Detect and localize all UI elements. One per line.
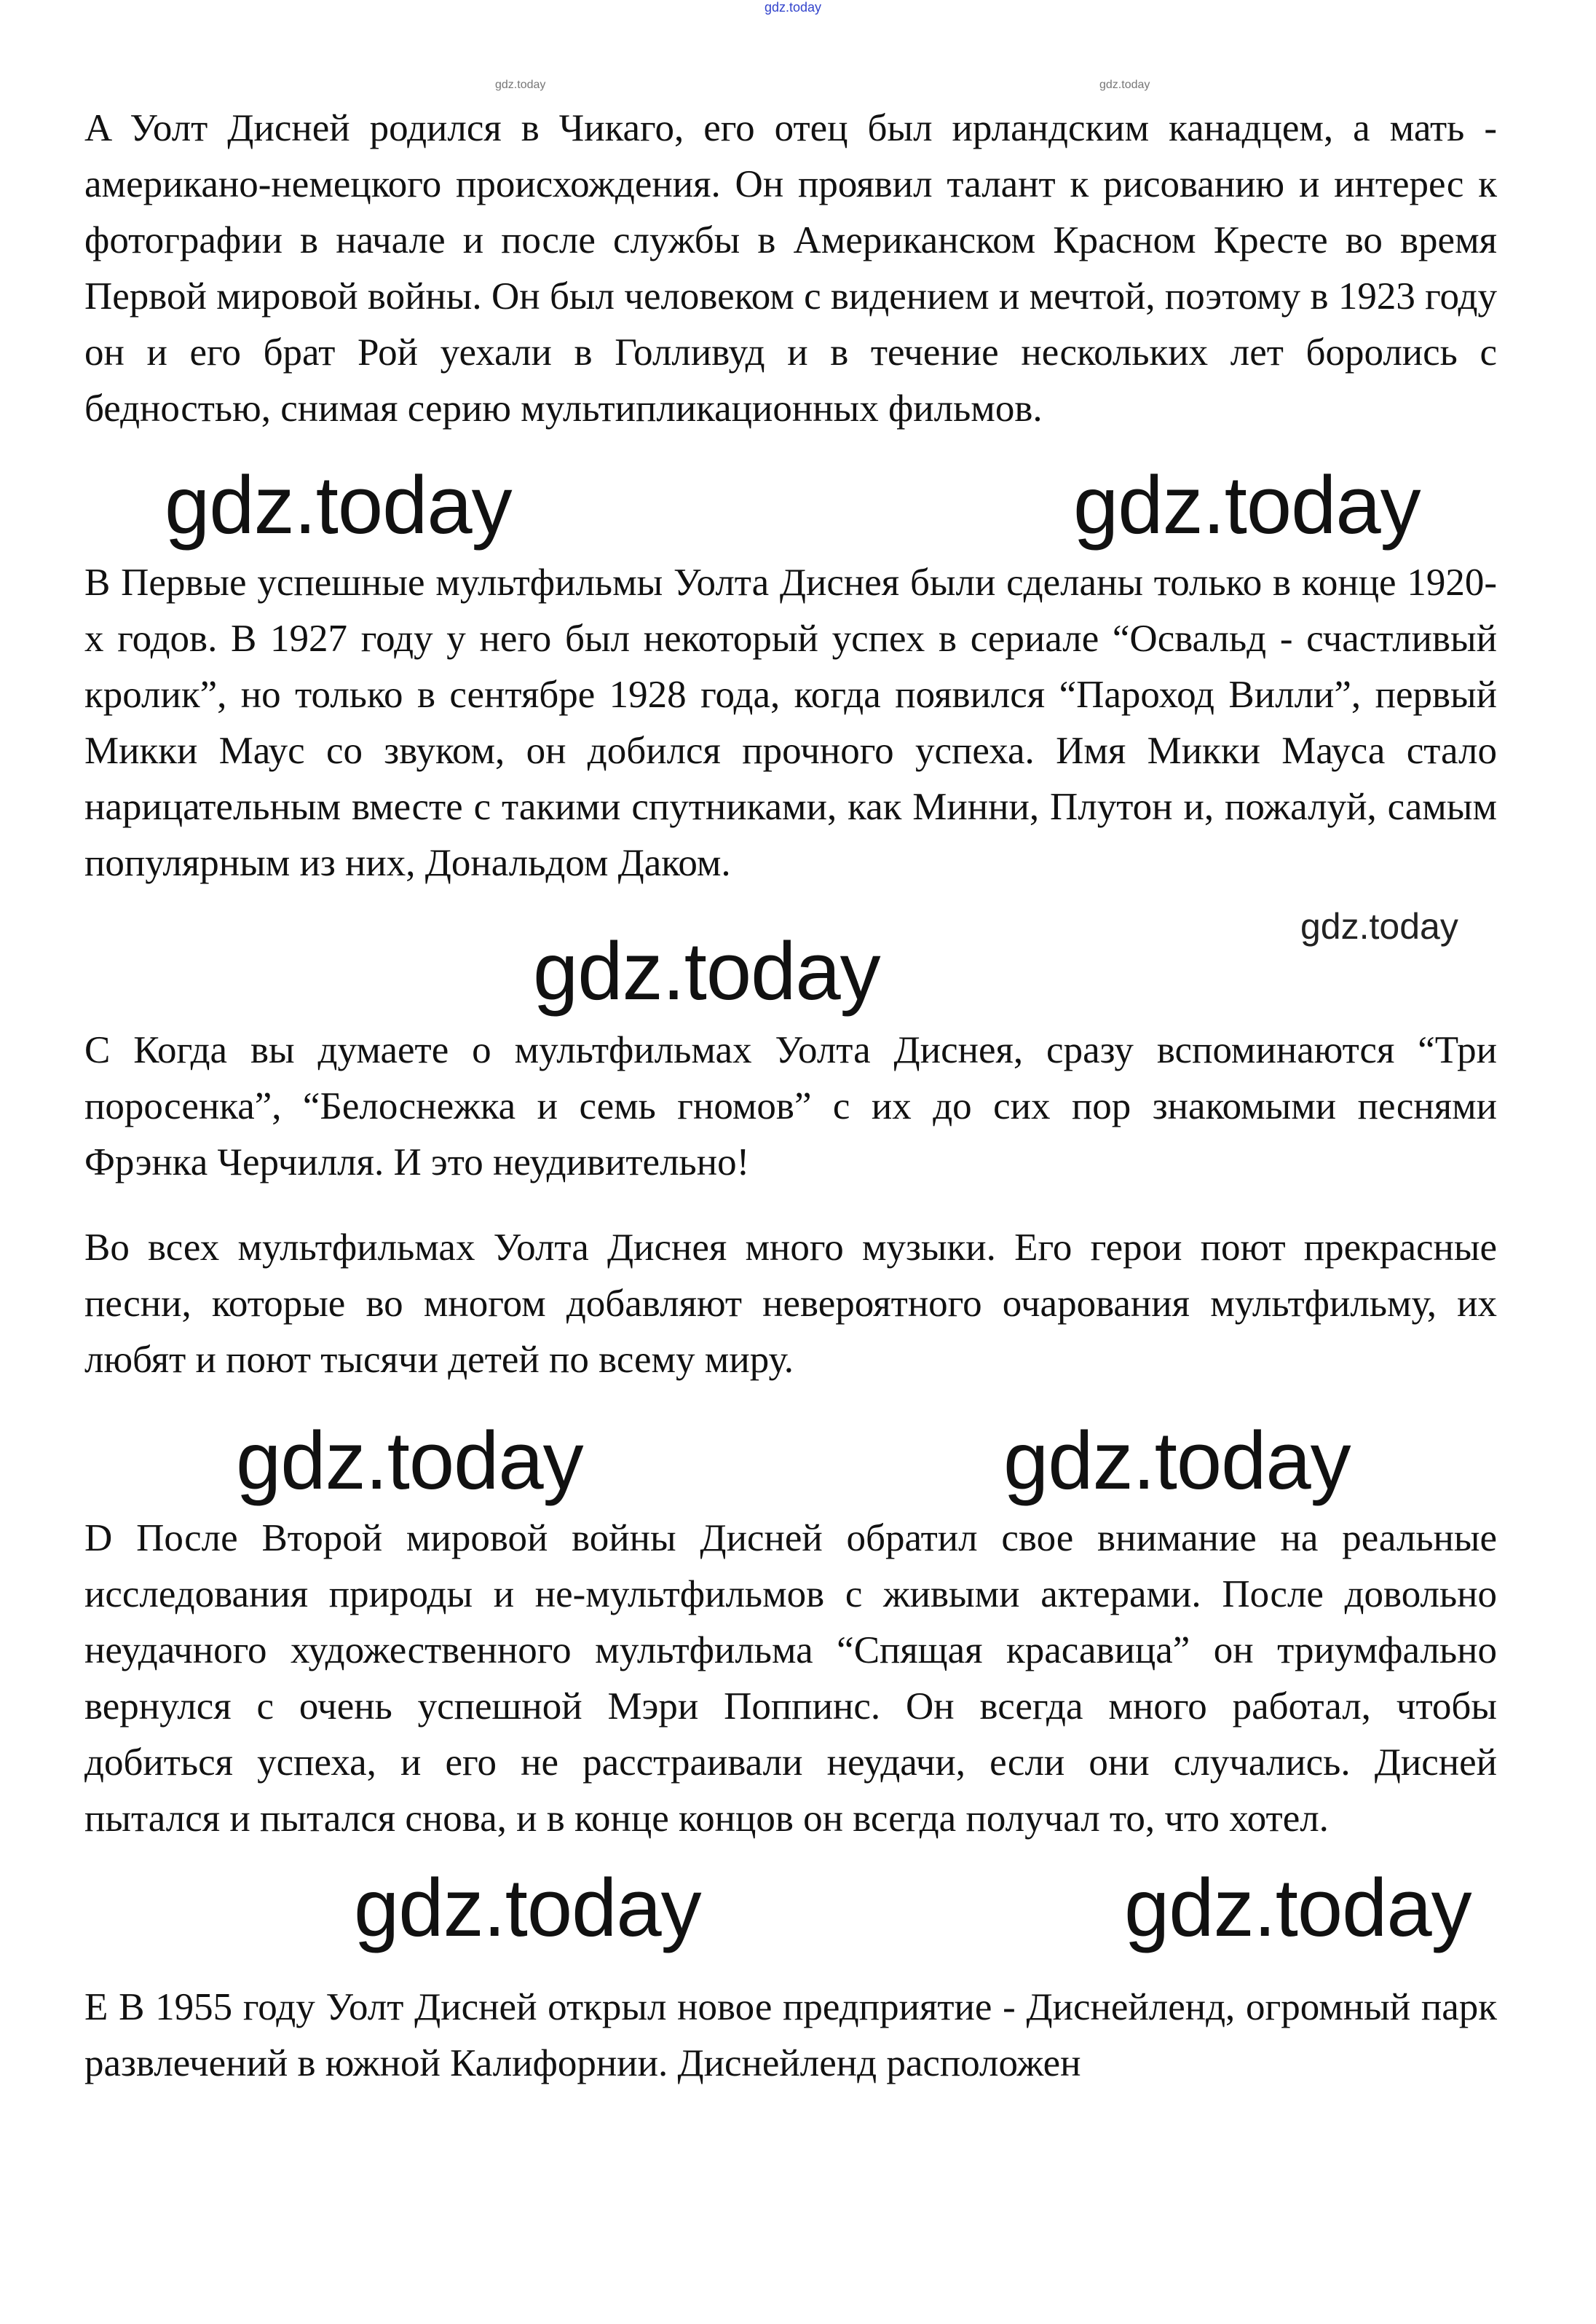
paragraph-a: A Уолт Дисней родился в Чикаго, его отец был ирландским канадцем, а мать - американо-немецкого происхождения. Он проявил талант к рисованию и интерес к фотографии в начале и после службы в Американском Красном Кресте во время Первой мировой войны. Он был человеком с видением и мечтой, поэтому в 1923 году он и его брат Рой уехали в Голливуд и в течение нескольких лет боролись с бедностью, снимая серию мультипликационных фильмов. — [84, 107, 1497, 430]
paragraph-c: C Когда вы думаете о мультфильмах Уолта Диснея, сразу вспоминаются “Три поросенка”, “Белоснежка и семь гномов” с их до сих пор знакомыми песнями Фрэнка Черчилля. И это неудивительно! — [84, 1029, 1497, 1183]
watermark-large: gdz.today — [533, 926, 880, 1017]
paragraph-e: E В 1955 году Уолт Дисней открыл новое предприятие - Диснейленд, огромный парк развлечений в южной Калифорнии. Диснейленд расположен — [84, 1986, 1497, 2084]
watermark-row-tiny — [0, 79, 1596, 95]
paragraph-d: D После Второй мировой войны Дисней обратил свое внимание на реальные исследования природы и не-мультфильмов с живыми актерами. После довольно неудачного художественного мультфильма “Спящая красавица” он триумфально вернулся с очень успешной Мэри Поппинс. Он всегда много работал, чтобы добиться успеха, и его не расстраивали неудачи, если они случались. Дисней пытался и пытался снова, и в конце концов он всегда получал то, что хотел. — [84, 1517, 1497, 1840]
watermark-row-3 — [0, 1414, 1596, 1510]
watermark-row-top — [0, 0, 1596, 17]
watermark-row-1 — [0, 459, 1596, 555]
watermark-row-4 — [0, 1862, 1596, 1958]
watermark-large: gdz.today — [236, 1415, 583, 1506]
watermark-tiny-2: gdz.today — [1099, 79, 1150, 91]
paragraph-b: B Первые успешные мультфильмы Уолта Диснея были сделаны только в конце 1920-х годов. В 1927 году у него был некоторый успех в сериале “Освальд - счастливый кролик”, но только в сентябре 1928 года, когда появился “Пароход Вилли”, первый Микки Маус со звуком, он добился прочного успеха. Имя Микки Мауса стало нарицательным вместе с такими спутниками, как Минни, Плутон и, пожалуй, самым популярным из них, Дональдом Даком. — [84, 562, 1497, 884]
watermark-tiny-1: gdz.today — [495, 79, 546, 91]
watermark-large: gdz.today — [165, 460, 512, 551]
watermark-row-2 — [0, 906, 1596, 1023]
watermark-large: gdz.today — [354, 1862, 701, 1953]
watermark-large: gdz.today — [1073, 460, 1421, 551]
watermark-top: gdz.today — [765, 0, 822, 15]
watermark-large: gdz.today — [1003, 1415, 1351, 1506]
paragraph-music: Во всех мультфильмах Уолта Диснея много музыки. Его герои поют прекрасные песни, которые во многом добавляют невероятного очарования мультфильму, их любят и поют тысячи детей по всему миру. — [84, 1226, 1497, 1381]
watermark-large: gdz.today — [1124, 1862, 1471, 1953]
watermark-medium: gdz.today — [1300, 906, 1458, 947]
